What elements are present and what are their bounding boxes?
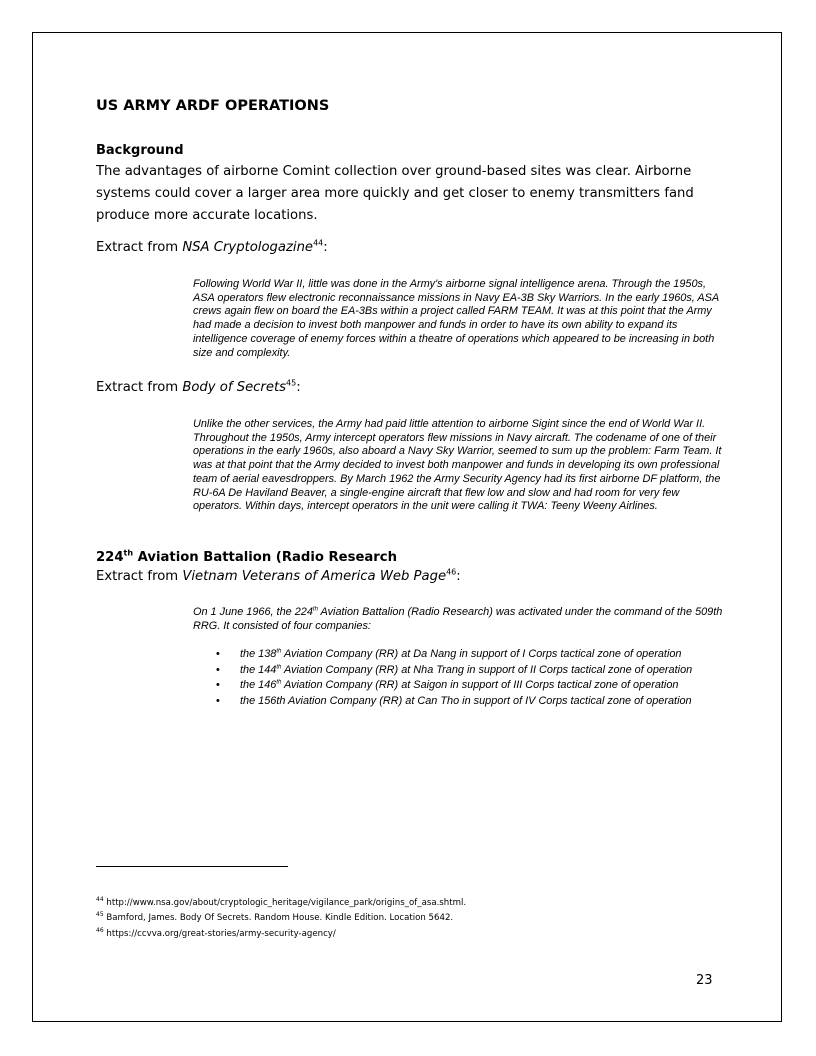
bullet-icon: • [216, 679, 220, 692]
page-number: 23 [696, 973, 713, 988]
footnote-ref: 45 [286, 378, 297, 388]
quote-body-of-secrets: Unlike the other services, the Army had paid little attention to airborne Sigint since the end of World War II. Throughout the 1950s, Army intercept operators flew missions in Navy aircraft. The codename of one of their operations in the early 1960s, also aboard a Navy Sky Warrior, seemed to sum up the problem: Farm Team. It was at that point that the Army decided to invest both manpower and funds in developing its own professional team of aerial eavesdroppers. By March 1962 the Army Security Agency had its first airborne DF platform, the RU-6A De Haviland Beaver, a single-engine aircraft that flew low and slow and had room for very few operators. Within days, intercept operators in the unit were calling it TWA: Teeny Weeny Airlines. [193, 418, 722, 513]
extract-nsa-label: Extract from NSA Cryptologazine$^{44}$: [96, 238, 328, 255]
extract-body-of-secrets-label: Extract from Body of Secrets$^{45}$: [96, 378, 301, 395]
extract-vva-label: Extract from Vietnam Veterans of America Web Page$^{46}$: [96, 567, 461, 584]
background-text: The advantages of airborne Comint collection over ground-based sites was clear. Airborne systems could cover a larger area more quickly and get closer to enemy transmitters fand produce more accurate locations. [96, 164, 694, 223]
section-224th-heading: 224th Aviation Battalion (Radio Research [96, 548, 397, 565]
footnote-ref: 44 [313, 238, 324, 248]
page-title: US ARMY ARDF OPERATIONS [96, 98, 330, 114]
quote-vva: On 1 June 1966, the 224th Aviation Battalion (Radio Research) was activated under the command of the 509th RRG. It consisted of four companies: [193, 606, 723, 632]
source-title: Vietnam Veterans of America Web Page [182, 569, 447, 584]
bullet-icon: • [216, 648, 220, 660]
footnote-45: $^{45}$ Bamford, James. Body Of Secrets. Random House. Kindle Edition. Location 5642. [96, 911, 454, 923]
footnote-divider [96, 866, 288, 867]
quote-nsa: Following World War II, little was done in the Army's airborne signal intelligence arena. Through the 1950s, ASA operators flew electronic reconnaissance missions in Navy EA-3B Sky Warriors. In the early 1960s, ASA crews again flew on board the EA-3Bs within a project called FARM TEAM. It was at this point that the Army had made a decision to invest both manpower and funds in order to have its own ability to expand its intelligence coverage of enemy forces within a theatre of operations which appeared to be increasing in both size and complexity. [193, 278, 719, 359]
bullet-icon: • [216, 695, 220, 708]
footnote-46: $^{46}$ https://ccvva.org/great-stories/army-security-agency/ [96, 927, 336, 939]
companies-list [216, 648, 716, 711]
source-title: Body of Secrets [182, 380, 287, 395]
background-heading: Background [96, 143, 184, 158]
bullet-icon: • [216, 663, 220, 676]
footnote-ref: 46 [446, 567, 457, 577]
list-item: • the 156th Aviation Company (RR) at Can Tho in support of IV Corps tactical zone of operation [216, 695, 692, 708]
source-title: NSA Cryptologazine [182, 240, 314, 255]
list-item: • the 138th Aviation Company (RR) at Da Nang in support of I Corps tactical zone of operation [216, 648, 682, 660]
list-item: • the 146th Aviation Company (RR) at Saigon in support of III Corps tactical zone of operation [216, 679, 679, 692]
list-item: • the 144th Aviation Company (RR) at Nha Trang in support of II Corps tactical zone of operation [216, 663, 693, 676]
footnote-44: $^{44}$ http://www.nsa.gov/about/cryptologic_heritage/vigilance_park/origins_of_asa.shtml. [96, 896, 467, 908]
